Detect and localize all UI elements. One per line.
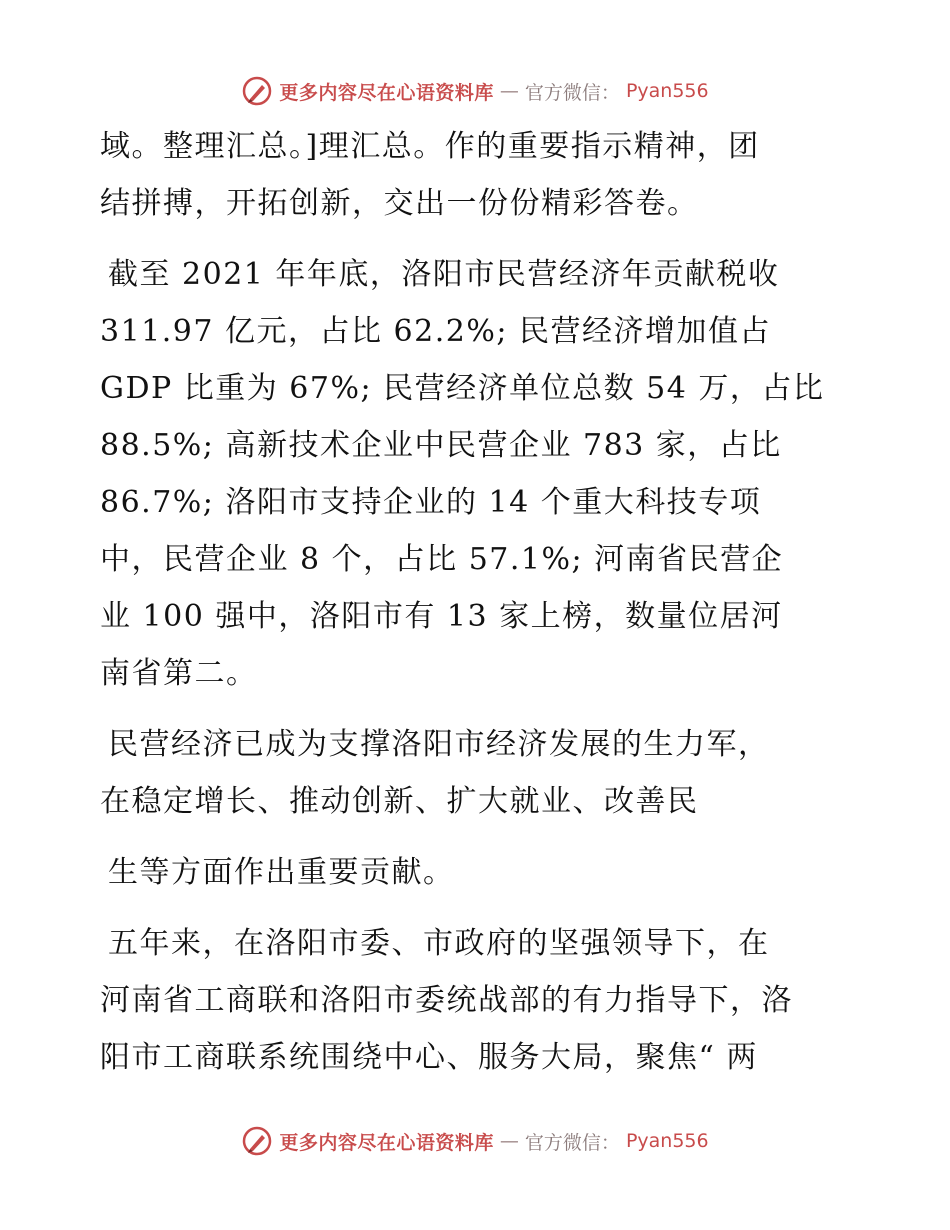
document-body <box>100 118 860 1100</box>
text-line: 截至 2021 年年底，洛阳市民营经济年贡献税收 <box>108 257 780 292</box>
text-line: 结拼搏，开拓创新，交出一份份精彩答卷。 <box>100 186 699 221</box>
text-line: 311.97 亿元，占比 62.2%; 民营经济增加值占 <box>100 314 771 349</box>
text-line: 阳市工商联系统围绕中心、服务大局，聚焦“ 两 <box>100 1040 758 1075</box>
text-line: GDP 比重为 67%; 民营经济单位总数 54 万，占比 <box>100 371 825 406</box>
text-line: 域。整理汇总。]理汇总。作的重要指示精神，团 <box>100 129 760 164</box>
watermark-wechat-label: 官方微信： <box>524 1131 620 1154</box>
text-line: 五年来，在洛阳市委、市政府的坚强领导下，在 <box>108 926 770 961</box>
paragraph-5 <box>100 915 860 1086</box>
paragraph-3 <box>100 716 860 830</box>
text-line: 86.7%; 洛阳市支持企业的 14 个重大科技专项 <box>100 485 762 520</box>
watermark-separator: — <box>499 80 519 102</box>
text-line: 88.5%; 高新技术企业中民营企业 783 家，占比 <box>100 428 782 463</box>
text-line: 中，民营企业 8 个，占比 57.1%; 河南省民营企 <box>100 542 784 577</box>
text-line: 业 100 强中，洛阳市有 13 家上榜，数量位居河 <box>100 599 783 634</box>
text-line: 民营经济已成为支撑洛阳市经济发展的生力军， <box>108 727 770 762</box>
text-line: 在稳定增长、推动创新、扩大就业、改善民 <box>100 784 699 819</box>
watermark-wechat-id: Pyan556 <box>625 80 709 102</box>
text-line: 河南省工商联和洛阳市委统战部的有力指导下，洛 <box>100 983 793 1018</box>
footer-watermark <box>0 1121 950 1161</box>
watermark-wechat-label: 官方微信： <box>524 81 620 104</box>
paragraph-2 <box>100 246 860 702</box>
paragraph-4 <box>100 844 860 901</box>
watermark-separator: — <box>499 1130 519 1152</box>
header-watermark <box>0 71 950 111</box>
text-line: 南省第二。 <box>100 656 258 691</box>
watermark-text: 更多内容尽在心语资料库 <box>279 1131 494 1154</box>
paragraph-1 <box>100 118 860 232</box>
watermark-text: 更多内容尽在心语资料库 <box>279 81 494 104</box>
pen-logo-icon <box>241 75 273 107</box>
watermark-wechat-id: Pyan556 <box>625 1130 709 1152</box>
pen-logo-icon <box>241 1125 273 1157</box>
text-line: 生等方面作出重要贡献。 <box>108 855 455 890</box>
